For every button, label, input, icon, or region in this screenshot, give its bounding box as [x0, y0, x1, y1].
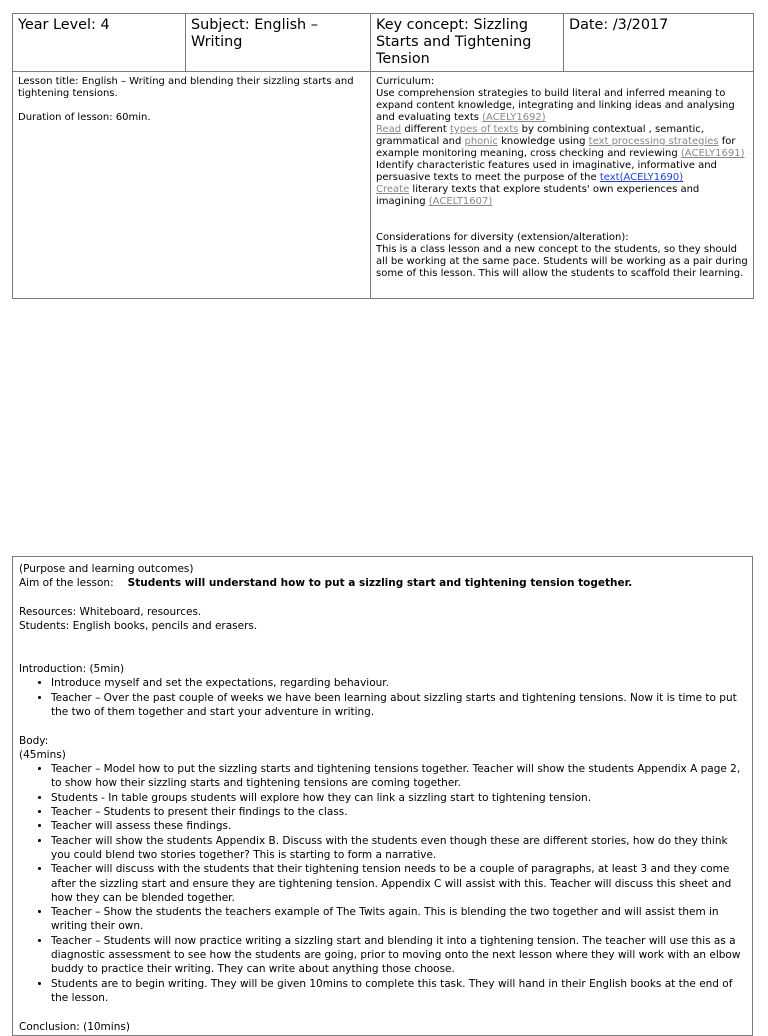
purpose-label: (Purpose and learning outcomes) — [19, 563, 194, 575]
code-link[interactable]: (ACELT1607) — [428, 196, 493, 207]
resources-line: Resources: Whiteboard, resources. — [19, 605, 202, 618]
list-item: • Teacher – Students to present their findings to the class. — [51, 805, 746, 819]
lesson-plan-box — [12, 556, 753, 1036]
read-link[interactable]: Read — [376, 124, 402, 135]
curriculum-text: literary texts that explore students' own experiences and imagining — [376, 184, 700, 207]
diversity-text: This is a class lesson and a new concept to the students, so they should all be working at the same pace. Students will be working as a pair during some of this lesson. This will allow the students to scaffold their learning. — [376, 244, 748, 279]
introduction-list — [19, 676, 746, 719]
year-level-cell: Year Level: 4 — [13, 14, 186, 72]
list-item: • Teacher will assess these findings. — [51, 819, 746, 833]
list-item: • Teacher – Show the students the teachers example of The Twits again. This is blending the two together and will assist them in writing their own. — [51, 905, 746, 934]
introduction-heading: Introduction: (5min) — [19, 663, 125, 676]
aim-line — [19, 576, 746, 590]
aim-text: Students will understand how to put a sizzling start and tightening tension together. — [127, 577, 633, 590]
types-of-texts-link[interactable]: types of texts — [449, 124, 519, 135]
header-row — [13, 14, 754, 72]
list-item: • Teacher – Over the past couple of weeks we have been learning about sizzling starts and tightening tensions. Now it is time to put the two of them together and start your adventure in writing. — [51, 691, 746, 720]
text-link[interactable]: text(ACELY1690) — [599, 172, 684, 183]
text-processing-link[interactable]: text processing strategies — [588, 136, 719, 147]
lesson-title: Lesson title: English – Writing and blending their sizzling starts and tightening tensions. — [18, 76, 354, 99]
students-line: Students: English books, pencils and erasers. — [19, 620, 258, 633]
list-item: • Teacher will discuss with the students that their tightening tension needs to be a couple of paragraphs, at least 3 and they come after the sizzling start and ensure they are tightening tension. Appendix C will assist with this. Teacher will discuss this sheet and how they can be blended together. — [51, 862, 746, 905]
curriculum-text: Use comprehension strategies to build literal and inferred meaning to expand content knowledge, integrating and linking ideas and analysing and evaluating texts — [376, 88, 735, 123]
curriculum-item — [376, 88, 748, 124]
info-row — [13, 72, 754, 299]
lesson-info-cell — [13, 72, 371, 299]
phonic-link[interactable]: phonic — [464, 136, 498, 147]
lesson-header-table — [12, 13, 754, 299]
list-item: • Teacher – Students will now practice writing a sizzling start and blending it into a tightening tension. The teacher will use this as a diagnostic assessment to see how the students are going, prior to moving onto the next lesson where they will work with an elbow buddy to practice their writing. They can write about anything those choose. — [51, 934, 746, 977]
curriculum-item — [376, 160, 748, 184]
curriculum-cell — [371, 72, 754, 299]
curriculum-item — [376, 184, 748, 208]
curriculum-text: different — [401, 124, 450, 135]
curriculum-text: Identify characteristic features used in imaginative, informative and persuasive texts to meet the purpose of the — [376, 160, 717, 183]
curriculum-text: knowledge using — [497, 136, 589, 147]
curriculum-text: for example monitoring meaning, cross checking and reviewing — [376, 136, 736, 159]
curriculum-item — [376, 124, 748, 160]
body-list — [19, 762, 746, 1005]
key-concept-cell: Key concept: Sizzling Starts and Tightening Tension — [371, 14, 564, 72]
curriculum-heading: Curriculum: — [376, 76, 435, 87]
list-item: • Teacher – Model how to put the sizzling starts and tightening tensions together. Teacher will show the students Appendix A page 2, to show how their sizzling starts and tightening tensions are coming together. — [51, 762, 746, 791]
aim-label: Aim of the lesson: — [19, 577, 114, 590]
date-cell: Date: /3/2017 — [564, 14, 754, 72]
list-item: • Students are to begin writing. They will be given 10mins to complete this task. They will hand in their English books at the end of the lesson. — [51, 977, 746, 1006]
list-item: • Introduce myself and set the expectations, regarding behaviour. — [51, 676, 746, 690]
code-link[interactable]: (ACELY1692) — [482, 112, 546, 123]
diversity-heading: Considerations for diversity (extension/alteration): — [376, 232, 629, 243]
lesson-duration: Duration of lesson: 60min. — [18, 112, 151, 123]
conclusion-heading: Conclusion: (10mins) — [19, 1020, 130, 1033]
curriculum-text: by combining contextual , semantic, grammatical and — [376, 124, 704, 147]
subject-cell: Subject: English – Writing — [186, 14, 371, 72]
list-item: • Teacher will show the students Appendix B. Discuss with the students even though these are different stories, how do they think you could blend two stories together? This is starting to form a narrative. — [51, 834, 746, 863]
body-time: (45mins) — [19, 748, 66, 761]
body-heading: Body: — [19, 734, 49, 747]
code-link[interactable]: (ACELY1691) — [680, 148, 745, 159]
list-item: • Students - In table groups students will explore how they can link a sizzling start to tightening tension. — [51, 791, 746, 805]
create-link[interactable]: Create — [376, 184, 410, 195]
